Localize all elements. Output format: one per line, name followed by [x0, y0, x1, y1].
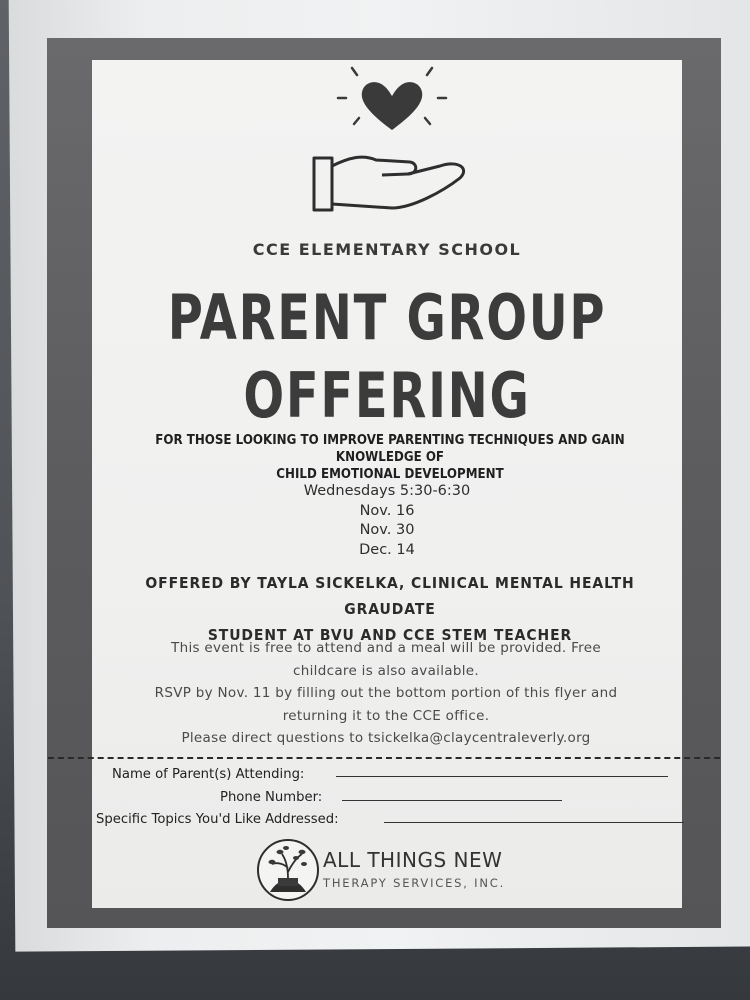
- heart-icon: [362, 82, 423, 130]
- info-line: returning it to the CCE office.: [282, 707, 490, 724]
- contact-line: Please direct questions to tsickelka@claycentraleverly.org: [181, 730, 591, 746]
- presenter-line-2: STUDENT AT BVU AND CCE STEM TEACHER: [207, 626, 573, 644]
- topics-field[interactable]: [384, 822, 684, 823]
- subtitle-line-1: FOR THOSE LOOKING TO IMPROVE PARENTING TECHNIQUES AND GAIN KNOWLEDGE OF: [155, 432, 625, 465]
- parent-name-label: Name of Parent(s) Attending:: [112, 767, 305, 782]
- date-item: Dec. 14: [359, 541, 415, 558]
- tree-logo-icon: [256, 838, 320, 902]
- subtitle: [126, 432, 654, 483]
- title-line-1: PARENT GROUP: [167, 281, 607, 354]
- open-hand-icon: [314, 157, 464, 210]
- phone-field[interactable]: [342, 800, 562, 801]
- phone-label: Phone Number:: [220, 790, 323, 805]
- subtitle-line-2: CHILD EMOTIONAL DEVELOPMENT: [276, 466, 504, 482]
- logo-name: ALL THINGS NEW: [323, 848, 503, 872]
- event-details: [102, 637, 670, 750]
- parent-name-field[interactable]: [336, 776, 668, 777]
- schedule-time: Wednesdays 5:30-6:30: [303, 483, 471, 499]
- title-line-2: OFFERING: [243, 359, 531, 432]
- heart-in-hand-icon: [300, 62, 480, 222]
- school-name: CCE ELEMENTARY SCHOOL: [252, 240, 522, 259]
- info-line: This event is free to attend and a meal will be provided. Free: [171, 640, 601, 656]
- info-line: childcare is also available.: [293, 662, 479, 679]
- schedule-block: [92, 482, 682, 560]
- tear-off-line: [48, 757, 720, 759]
- info-line: RSVP by Nov. 11 by filling out the bottom portion of this flyer and: [154, 685, 618, 701]
- date-item: Nov. 30: [359, 522, 415, 538]
- logo-tagline: THERAPY SERVICES, INC.: [323, 876, 506, 890]
- presenter-line-1: OFFERED BY TAYLA SICKELKA, CLINICAL MENTAL HEALTH GRAUDATE: [145, 574, 635, 618]
- date-item: Nov. 16: [359, 502, 415, 519]
- topics-label: Specific Topics You'd Like Addressed:: [96, 812, 339, 827]
